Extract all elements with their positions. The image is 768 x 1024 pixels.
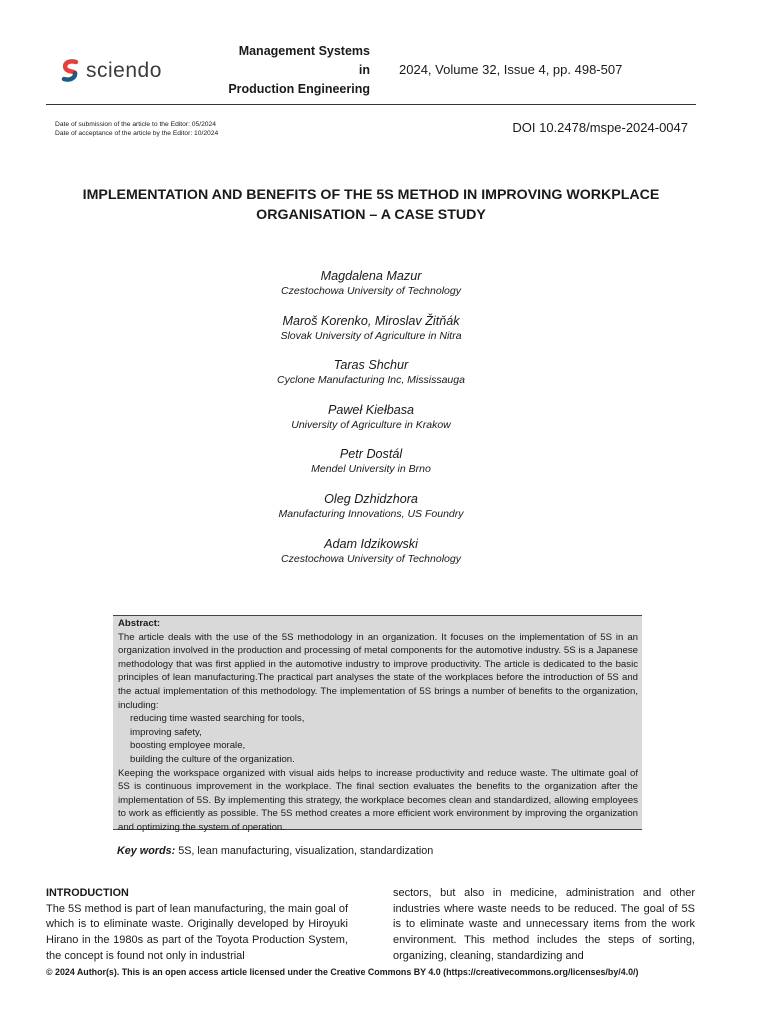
author-entry: [0, 313, 742, 358]
author-affiliation: University of Agriculture in Krakow: [291, 418, 451, 431]
author-name: Taras Shchur: [333, 358, 409, 373]
author-entry: [0, 402, 742, 447]
issue-info: 2024, Volume 32, Issue 4, pp. 498-507: [399, 62, 623, 77]
abstract-conclusion: Keeping the workspace organized with visual aids helps to increase productivity and reduce waste. The ultimate goal of 5S is continuous improvement in the workplace. The final section evaluates the benefits to the organization after the implementation of 5S. By implementing this strategy, the workplace becomes clean and standardized, allowing employees to work as efficiently as possible. The 5S method creates a more efficient work environment by improving the organization and optimizing the system of operation.: [118, 767, 638, 833]
article-title: [46, 185, 696, 225]
license-footer: © 2024 Author(s). This is an open access article licensed under the Creative Commons BY 4.0 (https://creativecommons.org/licenses/by/4.0/): [46, 967, 639, 977]
body-paragraph: The 5S method is part of lean manufacturing, the main goal of which is to eliminate waste. Originally developed by Hiroyuki Hirano in the 1980s as part of the Toyota Production System, the concept is found not only in industrial: [46, 902, 348, 962]
journal-name-line-1: Management Systems: [238, 44, 370, 58]
header-divider: [46, 104, 696, 105]
body-paragraph: sectors, but also in medicine, administration and other industries where waste needs to be reduced. The goal of 5S is to eliminate waste and unnecessary items from the work environment. This method includes the steps of sorting, organizing, cleaning, standardizing and: [393, 887, 695, 962]
author-affiliation: Czestochowa University of Technology: [281, 285, 461, 297]
author-entry: [0, 491, 742, 536]
logo-text: sciendo: [86, 59, 162, 82]
abstract-box: [113, 615, 642, 833]
keywords-label: Key words:: [117, 845, 176, 857]
acceptance-date: Date of acceptance of the article by the Editor: 10/2024: [55, 130, 219, 137]
author-entry: [0, 268, 742, 313]
list-item: boosting employee morale,: [130, 740, 246, 752]
author-affiliation: Manufacturing Innovations, US Foundry: [278, 507, 464, 520]
body-column-right: [393, 886, 695, 965]
author-entry: [0, 536, 742, 581]
author-name: Adam Idzikowski: [324, 536, 418, 551]
list-item: reducing time wasted searching for tools,: [130, 713, 305, 725]
abstract-intro: The article deals with the use of the 5S methodology in an organization. It focuses on the implementation of 5S in an organization involved in the production and processing of metal components for the automotive industry. 5S is a Japanese methodology that was first applied in the automotive industry to improve productivity. The article is dedicated to the basic principles of lean manufacturing.The practical part analyses the state of the workplaces before the introduction of 5S and the actual implementation of this methodology. The implementation of 5S brings a number of benefits to the organization, including:: [118, 631, 638, 711]
title-line-2: ORGANISATION – A CASE STUDY: [256, 207, 486, 223]
editorial-dates: [55, 120, 218, 138]
abstract-heading: Abstract:: [118, 618, 161, 629]
journal-name: [210, 42, 370, 99]
author-affiliation: Cyclone Manufacturing Inc, Mississauga: [277, 374, 465, 387]
author-entry: [0, 357, 742, 402]
author-name: Magdalena Mazur: [320, 269, 422, 283]
author-affiliation: Slovak University of Agriculture in Nitra: [280, 329, 462, 342]
author-name: Paweł Kiełbasa: [327, 402, 415, 417]
publisher-logo: [60, 58, 162, 84]
benefits-list: [118, 712, 638, 766]
keywords-text: 5S, lean manufacturing, visualization, standardization: [178, 845, 434, 857]
section-heading-introduction: INTRODUCTION: [46, 887, 129, 899]
sciendo-logo-icon: [60, 58, 82, 84]
journal-name-line-3: Production Engineering: [228, 82, 370, 96]
submission-date: Date of submission of the article to the Editor: 05/2024: [55, 121, 216, 128]
body-column-left: [46, 886, 348, 965]
author-affiliation: Czestochowa University of Technology: [281, 552, 461, 565]
author-affiliation: Mendel University in Brno: [311, 463, 431, 476]
journal-name-line-2: in: [358, 63, 370, 77]
keywords: [117, 845, 433, 857]
list-item: building the culture of the organization.: [130, 753, 295, 765]
author-list: [0, 268, 742, 580]
author-name: Oleg Dzhidzhora: [324, 491, 418, 506]
author-name: Maroš Korenko, Miroslav Žitňák: [282, 313, 460, 328]
doi[interactable]: DOI 10.2478/mspe-2024-0047: [512, 120, 688, 135]
author-entry: [0, 446, 742, 491]
title-line-1: IMPLEMENTATION AND BENEFITS OF THE 5S METHOD IN IMPROVING WORKPLACE: [82, 187, 660, 203]
list-item: improving safety,: [130, 726, 202, 738]
author-name: Petr Dostál: [339, 447, 403, 462]
